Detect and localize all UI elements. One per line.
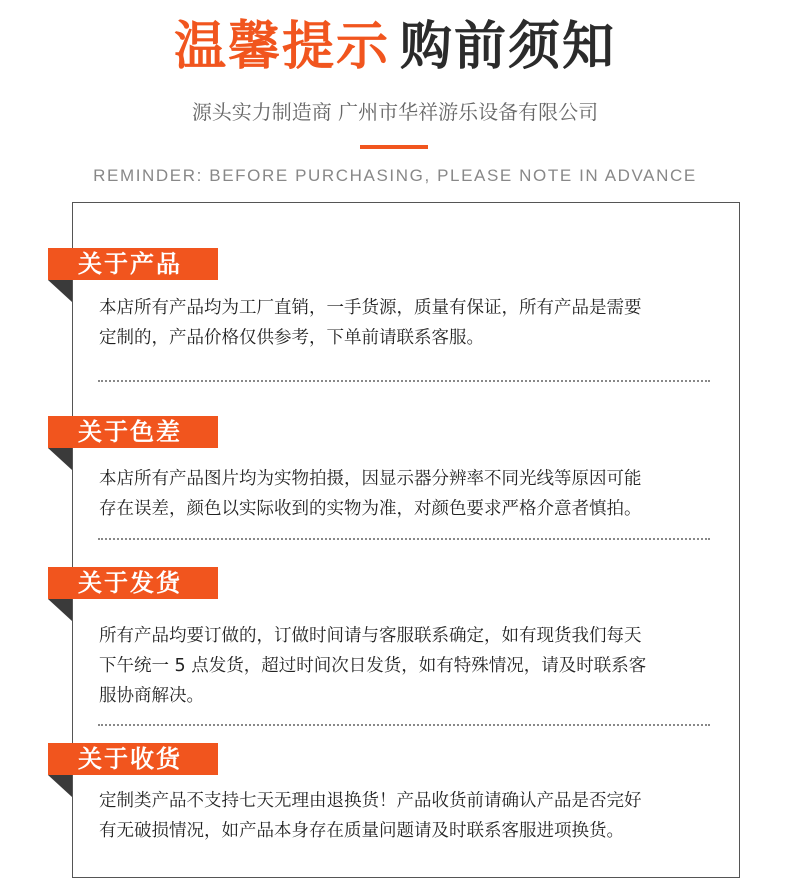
section-tag-shipping: 关于发货 xyxy=(48,567,218,599)
title-highlight: 温馨提示 xyxy=(173,17,390,77)
section-fold xyxy=(48,599,72,621)
text-line: 存在误差，颜色以实际收到的实物为准，对颜色要求严格介意者慎拍。 xyxy=(99,499,642,519)
english-subtitle: REMINDER: BEFORE PURCHASING, PLEASE NOTE IN ADVANCE xyxy=(93,166,697,185)
section-text-color xyxy=(99,464,719,524)
section-divider xyxy=(98,724,710,726)
section-divider xyxy=(98,538,710,540)
section-fold xyxy=(48,775,72,797)
section-fold xyxy=(48,448,72,470)
section-text-product xyxy=(99,293,719,353)
section-text-shipping xyxy=(99,621,719,711)
text-line: 定制的，产品价格仅供参考，下单前请联系客服。 xyxy=(99,328,484,348)
text-line: 本店所有产品图片均为实物拍摄，因显示器分辨率不同光线等原因可能 xyxy=(99,469,642,489)
section-divider xyxy=(98,380,710,382)
accent-bar xyxy=(360,145,428,149)
text-line: 下午统一 5 点发货，超过时间次日发货，如有特殊情况，请及时联系客 xyxy=(99,656,647,676)
text-line: 有无破损情况，如产品本身存在质量问题请及时联系客服进项换货。 xyxy=(99,821,624,841)
section-tag-color: 关于色差 xyxy=(48,416,218,448)
text-line: 所有产品均要订做的，订做时间请与客服联系确定，如有现货我们每天 xyxy=(99,626,642,646)
page-title xyxy=(0,12,790,82)
text-line: 服协商解决。 xyxy=(99,686,204,706)
section-text-receiving xyxy=(99,786,719,846)
section-fold xyxy=(48,280,72,302)
section-tag-product: 关于产品 xyxy=(48,248,218,280)
company-subtitle: 源头实力制造商 广州市华祥游乐设备有限公司 xyxy=(191,100,599,124)
section-tag-receiving: 关于收货 xyxy=(48,743,218,775)
text-line: 定制类产品不支持七天无理由退换货！产品收货前请确认产品是否完好 xyxy=(99,791,642,811)
title-dark: 购前须知 xyxy=(400,17,617,77)
text-line: 本店所有产品均为工厂直销，一手货源，质量有保证，所有产品是需要 xyxy=(99,298,642,318)
